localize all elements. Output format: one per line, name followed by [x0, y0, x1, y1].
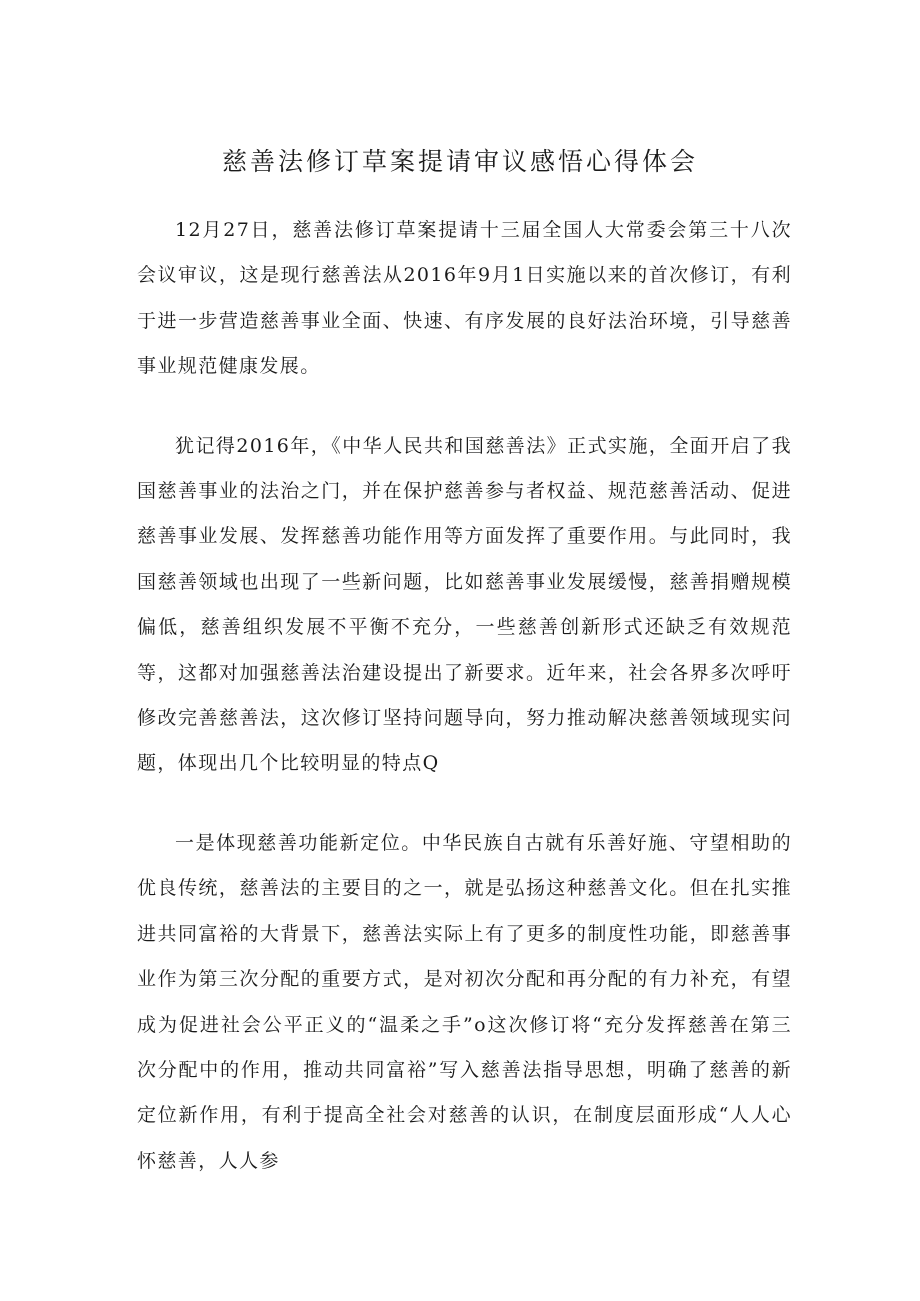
paragraph-1: 12月27日，慈善法修订草案提请十三届全国人大常委会第三十八次会议审议，这是现行慈善法从2016年9月1日实施以来的首次修订，有利于进一步营造慈善事业全面、快速、有序发展的良好法治环境，引导慈善事业规范健康发展。 — [137, 219, 792, 378]
paragraph-3: 一是体现慈善功能新定位。中华民族自古就有乐善好施、守望相助的优良传统，慈善法的主要目的之一，就是弘扬这种慈善文化。但在扎实推进共同富裕的大背景下，慈善法实际上有了更多的制度性功能，即慈善事业作为第三次分配的重要方式，是对初次分配和再分配的有力补充，有望成为促进社会公平正义的“温柔之手”o这次修订将“充分发挥慈善在第三次分配中的作用，推动共同富裕”写入慈善法指导思想，明确了慈善的新定位新作用，有利于提高全社会对慈善的认识，在制度层面形成“人人心怀慈善，人人参 — [137, 831, 792, 1172]
document-body — [137, 208, 792, 1218]
paragraph-2: 犹记得2016年，《中华人民共和国慈善法》正式实施，全面开启了我国慈善事业的法治之门，并在保护慈善参与者权益、规范慈善活动、促进慈善事业发展、发挥慈善功能作用等方面发挥了重要作用。与此同时，我国慈善领域也出现了一些新问题，比如慈善事业发展缓慢，慈善捐赠规模偏低，慈善组织发展不平衡不充分，一些慈善创新形式还缺乏有效规范等，这都对加强慈善法治建设提出了新要求。近年来，社会各界多次呼吁修改完善慈善法，这次修订坚持问题导向，努力推动解决慈善领域现实问题，体现出几个比较明显的特点Q — [137, 434, 792, 775]
document-title: 慈善法修订草案提请审议感悟心得体会 — [221, 147, 698, 176]
